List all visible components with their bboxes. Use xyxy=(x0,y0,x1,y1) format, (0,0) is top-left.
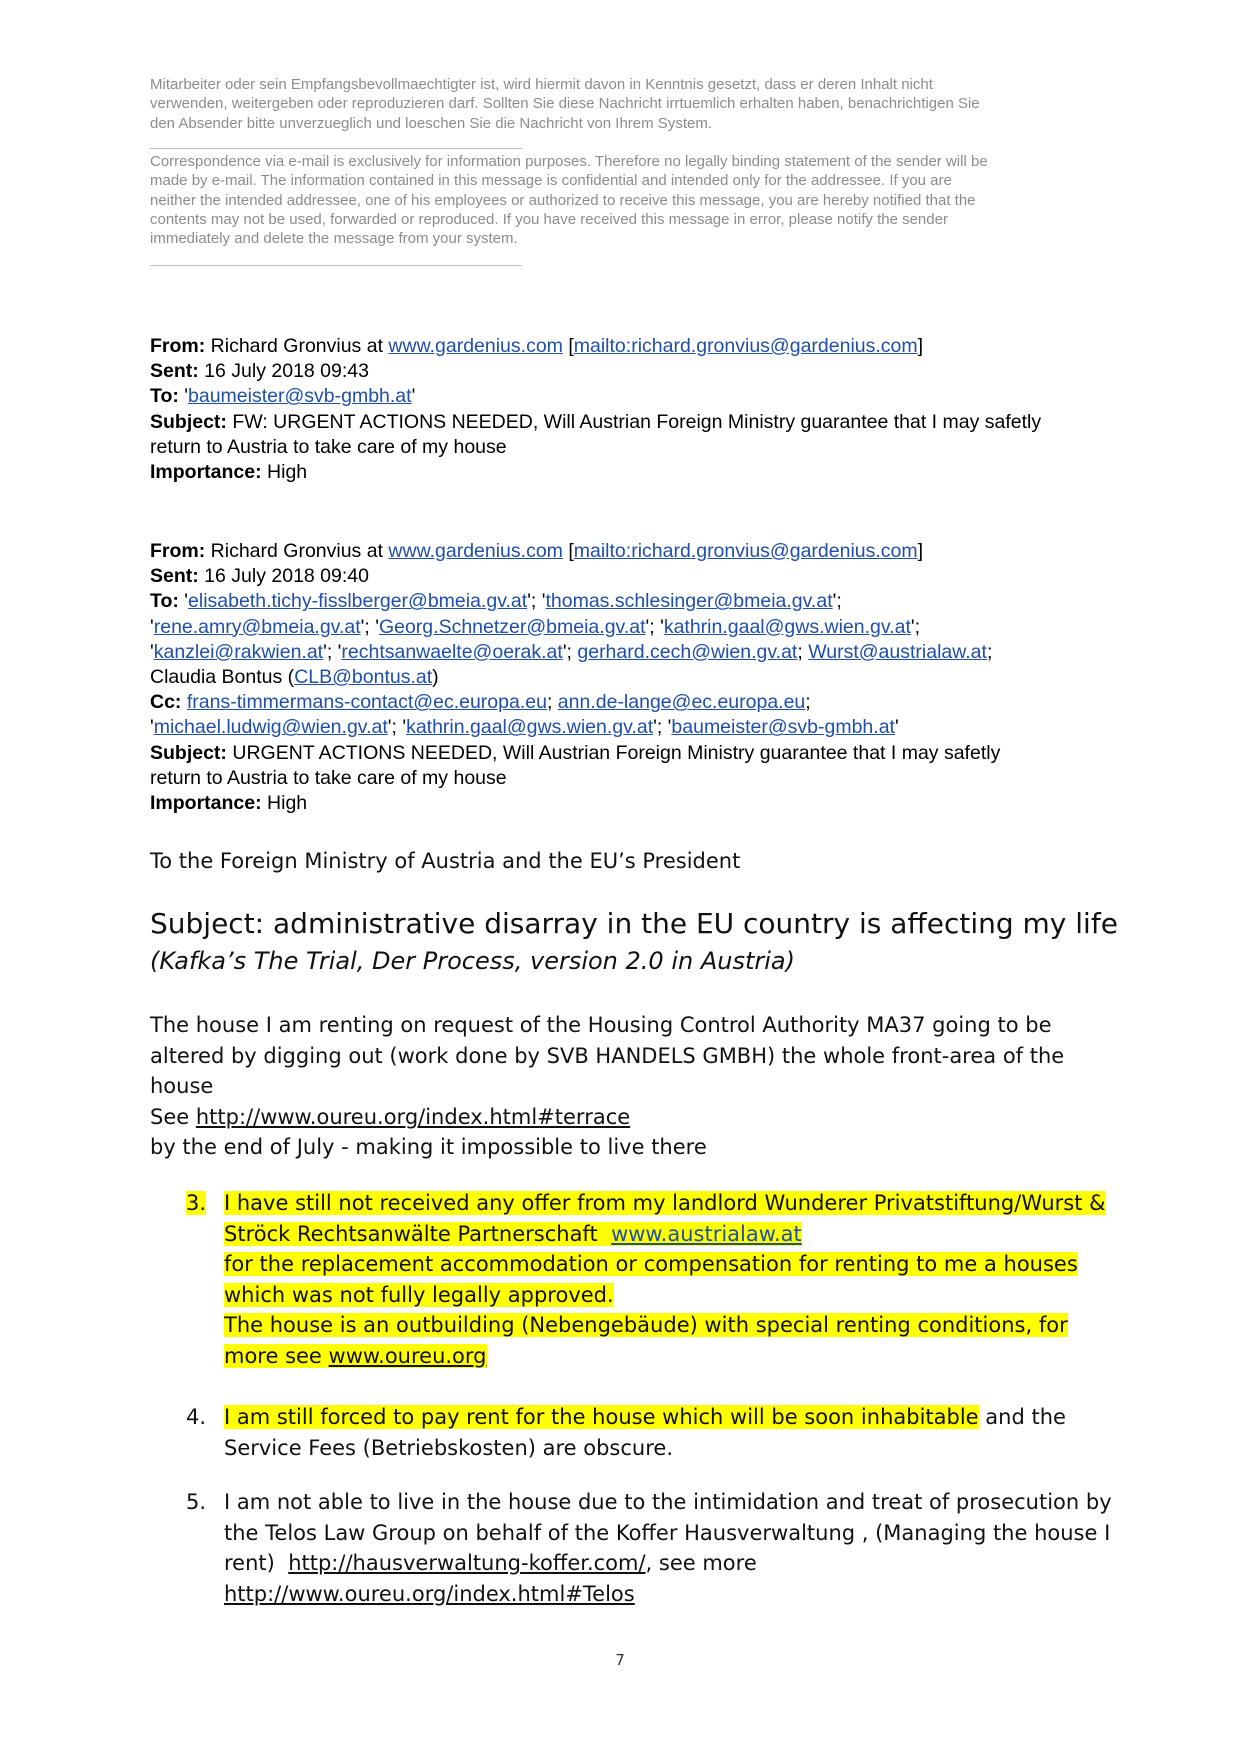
oureu-link[interactable]: www.oureu.org xyxy=(328,1343,487,1368)
sender-mailto-link[interactable]: mailto:richard.gronvius@gardenius.com xyxy=(573,540,918,562)
item-number: 3. xyxy=(186,1191,207,1215)
disclaimer-english xyxy=(150,152,1090,248)
recipient-email-link[interactable]: CLB@bontus.at xyxy=(294,666,433,689)
disclaimer-line: neither the intended addressee, one of his employees or authorized to receive this message, you are hereby notified that the xyxy=(150,191,976,209)
see-line xyxy=(150,1102,1090,1133)
cc-email-link[interactable]: frans-timmermans-contact@ec.europa.eu xyxy=(186,691,547,714)
intro-paragraph xyxy=(150,1010,1090,1163)
email-header-forward xyxy=(150,334,1090,485)
sender-website-link[interactable]: www.gardenius.com xyxy=(388,540,563,562)
cc-row: Cc: frans-timmermans-contact@ec.europa.eu; ann.de-lange@ec.europa.eu; xyxy=(150,691,811,714)
to-row-cont: Claudia Bontus (CLB@bontus.at) xyxy=(150,666,439,689)
from-label: From: xyxy=(150,335,206,357)
item-text: I am not able to live in the house due to the intimidation and treat of prosecution by xyxy=(224,1490,1112,1514)
cc-email-link[interactable]: michael.ludwig@wien.gv.at xyxy=(153,716,388,739)
to-label: To: xyxy=(150,385,179,408)
recipient-email-link[interactable]: kathrin.gaal@gws.wien.gv.at xyxy=(663,615,911,638)
divider xyxy=(150,148,522,149)
disclaimer-line: verwenden, weitergeben oder reproduzieren darf. Sollten Sie diese Nachricht irrtuemlich erhalten haben, benachrichtigen Sie xyxy=(150,95,980,113)
recipient-email-link[interactable]: rene.amry@bmeia.gv.at xyxy=(153,615,361,638)
letter-subject: Subject: administrative disarray in the EU country is affecting my life xyxy=(150,907,1118,940)
cc-email-link[interactable]: baumeister@svb-gmbh.at xyxy=(671,716,895,739)
from-row: From: Richard Gronvius at www.gardenius.com [mailto:richard.gronvius@gardenius.com] xyxy=(150,540,924,562)
subject-continuation: return to Austria to take care of my house xyxy=(150,766,507,789)
sent-label: Sent: xyxy=(150,360,199,383)
subject-text: URGENT ACTIONS NEEDED, Will Austrian Foreign Ministry guarantee that I may safetly xyxy=(232,741,1001,764)
sender-mailto-link[interactable]: mailto:richard.gronvius@gardenius.com xyxy=(573,335,918,357)
disclaimer-line: Mitarbeiter oder sein Empfangsbevollmaechtigter ist, wird hiermit davon in Kenntnis gesetzt, dass er deren Inhalt nicht xyxy=(150,76,933,93)
recipient-email-link[interactable]: elisabeth.tichy-fisslberger@bmeia.gv.at xyxy=(188,590,528,613)
to-row-cont: 'rene.amry@bmeia.gv.at'; 'Georg.Schnetzer@bmeia.gv.at'; 'kathrin.gaal@gws.wien.gv.at'; xyxy=(150,615,921,638)
subject-row xyxy=(150,741,1090,766)
intro-line: The house I am renting on request of the Housing Control Authority MA37 going to be xyxy=(150,1013,1052,1037)
item-number: 5. xyxy=(186,1490,207,1514)
subject-row xyxy=(150,410,1090,435)
item-text: and the xyxy=(985,1405,1066,1429)
to-row: To: 'baumeister@svb-gmbh.at' xyxy=(150,385,416,408)
recipient-email-link[interactable]: Georg.Schnetzer@bmeia.gv.at xyxy=(378,615,646,638)
item-text: The house is an outbuilding (Nebengebäude) with special renting conditions, for xyxy=(224,1313,1068,1337)
subject-label: Subject: xyxy=(150,410,227,433)
disclaimer-line: contents may not be used, forwarded or reproduced. If you have received this message in error, please notify the sender xyxy=(150,210,948,228)
subject-text: FW: URGENT ACTIONS NEEDED, Will Austrian Foreign Ministry guarantee that I may safetly xyxy=(232,410,1042,433)
sent-date: 16 July 2018 09:43 xyxy=(204,360,369,383)
importance-label: Importance: xyxy=(150,461,262,484)
to-row: To: 'elisabeth.tichy-fisslberger@bmeia.gv.at'; 'thomas.schlesinger@bmeia.gv.at'; xyxy=(150,590,842,613)
item-text: Service Fees (Betriebskosten) are obscure. xyxy=(224,1435,673,1460)
importance-row xyxy=(150,460,1090,485)
item-text: the Telos Law Group on behalf of the Koffer Hausverwaltung , (Managing the house I xyxy=(224,1520,1111,1545)
to-label: To: xyxy=(150,590,179,613)
from-label: From: xyxy=(150,540,206,562)
item-number: 4. xyxy=(186,1405,207,1429)
item-highlight-text: I am still forced to pay rent for the house which will be soon inhabitable xyxy=(224,1405,979,1429)
disclaimer-line: den Absender bitte unverzueglich und loeschen Sie die Nachricht von Ihrem System. xyxy=(150,114,712,132)
cc-email-link[interactable]: ann.de-lange@ec.europa.eu xyxy=(557,691,806,714)
from-name: Richard Gronvius at xyxy=(210,335,383,357)
email-header-original xyxy=(150,539,1090,816)
recipient-email-link[interactable]: kanzlei@rakwien.at xyxy=(153,640,324,663)
recipient-name: Claudia Bontus xyxy=(150,666,283,689)
divider xyxy=(150,265,522,266)
importance-value: High xyxy=(267,792,308,815)
to-row-cont: 'kanzlei@rakwien.at'; 'rechtsanwaelte@oerak.at'; gerhard.cech@wien.gv.at; Wurst@austrialaw.at; xyxy=(150,640,993,663)
subject-continuation: return to Austria to take care of my house xyxy=(150,435,507,458)
importance-label: Importance: xyxy=(150,792,262,815)
disclaimer-line: Correspondence via e-mail is exclusively for information purposes. Therefore no legally binding statement of the sender will be xyxy=(150,153,988,170)
item-text: for the replacement accommodation or compensation for renting to me a houses xyxy=(224,1252,1078,1276)
page-number: 7 xyxy=(615,1651,625,1669)
cc-email-link[interactable]: kathrin.gaal@gws.wien.gv.at xyxy=(406,716,654,739)
intro-line: house xyxy=(150,1074,214,1098)
disclaimer-german xyxy=(150,75,1090,133)
importance-row xyxy=(150,791,1090,816)
intro-line: altered by digging out (work done by SVB HANDELS GMBH) the whole front-area of the xyxy=(150,1043,1065,1068)
sender-website-link[interactable]: www.gardenius.com xyxy=(388,335,563,357)
item-text: , see more xyxy=(645,1551,757,1575)
from-name: Richard Gronvius at xyxy=(210,540,383,562)
recipient-email-link[interactable]: rechtsanwaelte@oerak.at xyxy=(341,640,563,663)
importance-value: High xyxy=(267,461,308,484)
item-text: rent) xyxy=(224,1551,275,1575)
item-text: which was not fully legally approved. xyxy=(224,1282,614,1307)
recipient-email-link[interactable]: thomas.schlesinger@bmeia.gv.at xyxy=(545,590,833,613)
terrace-link[interactable]: http://www.oureu.org/index.html#terrace xyxy=(195,1104,631,1129)
disclaimer-line: made by e-mail. The information contained in this message is confidential and intended only for the addressee. If you are xyxy=(150,172,952,190)
sent-row xyxy=(150,359,1090,384)
cc-row-cont: 'michael.ludwig@wien.gv.at'; 'kathrin.gaal@gws.wien.gv.at'; 'baumeister@svb-gmbh.at' xyxy=(150,716,899,739)
from-row: From: Richard Gronvius at www.gardenius.com [mailto:richard.gronvius@gardenius.com] xyxy=(150,335,924,357)
telos-link[interactable]: http://www.oureu.org/index.html#Telos xyxy=(224,1581,635,1606)
subject-label: Subject: xyxy=(150,741,227,764)
item-text: I have still not received any offer from my landlord Wunderer Privatstiftung/Wurst & xyxy=(224,1191,1106,1215)
sent-label: Sent: xyxy=(150,565,199,588)
salutation: To the Foreign Ministry of Austria and the EU’s President xyxy=(150,849,741,873)
disclaimer-line: immediately and delete the message from your system. xyxy=(150,230,518,248)
austrialaw-link[interactable]: www.austrialaw.at xyxy=(611,1221,802,1246)
recipient-email-link[interactable]: baumeister@svb-gmbh.at xyxy=(188,385,412,408)
see-label: See xyxy=(150,1104,190,1129)
cc-label: Cc: xyxy=(150,691,182,714)
letter-subtitle: (Kafka’s The Trial, Der Process, version 2.0 in Austria) xyxy=(150,947,795,975)
recipient-email-link[interactable]: gerhard.cech@wien.gv.at xyxy=(577,640,798,663)
hausverwaltung-link[interactable]: http://hausverwaltung-koffer.com/ xyxy=(288,1551,646,1575)
item-text: more see xyxy=(224,1343,322,1368)
sent-row xyxy=(150,564,1090,589)
sent-date: 16 July 2018 09:40 xyxy=(204,565,369,588)
intro-line: by the end of July - making it impossible to live there xyxy=(150,1135,707,1159)
recipient-email-link[interactable]: Wurst@austrialaw.at xyxy=(808,640,987,663)
item-text: Ströck Rechtsanwälte Partnerschaft xyxy=(224,1221,598,1246)
